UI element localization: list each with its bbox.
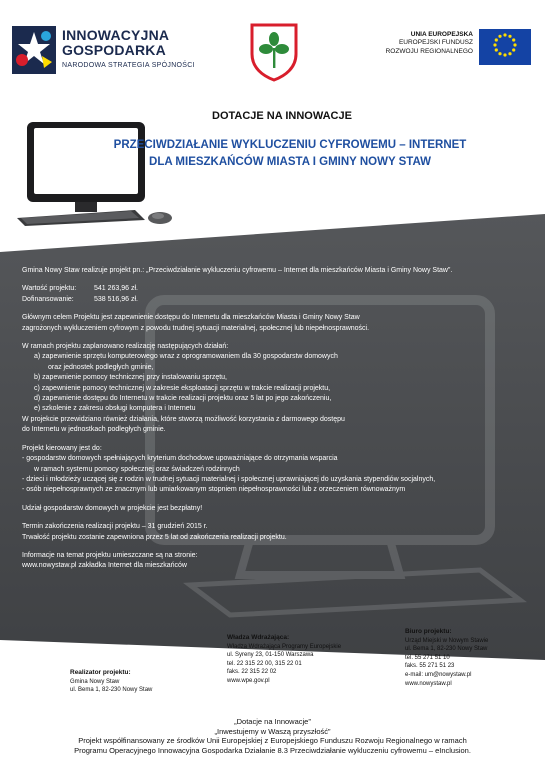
action-item: d) zapewnienie dostępu do Internetu w trakcie realizacji projektu oraz 5 lat po jego zakończeniu,	[34, 395, 332, 403]
info-text: Informacje na temat projektu umieszczane są na stronie:	[22, 551, 198, 559]
biuro-heading: Biuro projektu:	[405, 628, 452, 635]
main-title-line-1: PRZECIWDZIAŁANIE WYKLUCZENIU CYFROWEMU – INTERNET	[113, 139, 467, 151]
wladza-block	[227, 634, 341, 686]
star-logo-icon	[12, 26, 56, 74]
project-body	[22, 266, 452, 572]
actions-outro: W projekcie przewidziano również działania, które stworzą możliwość korzystania z darmowego dostępu	[22, 415, 345, 423]
website-link[interactable]: www.nowystaw.pl zakładka Internet dla mieszkańców	[22, 562, 187, 570]
action-item: a) zapewnienie sprzętu komputerowego wraz z oprogramowaniem dla 30 gospodarstw domowych	[34, 353, 338, 361]
biuro-line: tel. 55 271 51 10	[405, 654, 450, 661]
wladza-line: tel. 22 315 22 00, 315 22 01	[227, 660, 302, 667]
cofinancing-line: Programu Operacyjnego Innowacyjna Gospodarka Działanie 8.3 Przeciwdziałanie wykluczeniu cyfrowemu – eInclusion.	[74, 745, 471, 755]
small-heading: DOTACJE NA INNOWACJE	[212, 110, 352, 122]
action-item: oraz jednostek podległych gminie,	[48, 363, 154, 371]
logo-line-1: INNOWACYJNA	[62, 27, 170, 43]
wladza-heading: Władza Wdrażająca:	[227, 634, 290, 641]
wladza-line: faks. 22 315 22 02	[227, 669, 277, 676]
realizator-line: Gmina Nowy Staw	[70, 678, 120, 685]
intro-text: Gmina Nowy Staw realizuje projekt pn.: „Przeciwdziałanie wykluczeniu cyfrowemu – Internet dla mieszkańców Miasta i Gminy Nowy Staw”.	[22, 267, 453, 274]
slogan-line: „Inwestujemy w Waszą przyszłość”	[214, 726, 331, 736]
free-note: Udział gospodarstw domowych w projekcie jest bezpłatny!	[22, 504, 203, 512]
target-item: - dzieci i młodzieży uczącej się z rodzin w trudnej sytuacji materialnej i społecznej uprawniającej do uzyskania stypendiów socjalnych,	[22, 475, 436, 483]
biuro-line: Urząd Miejski w Nowym Stawie	[405, 637, 489, 644]
actions-intro: W ramach projektu zaplanowano realizację następujących działań:	[22, 343, 229, 351]
goal-text: zagrożonych wykluczeniem cyfrowym z powodu trudnej sytuacji materialnej, społecznej lub niepełnosprawności.	[22, 324, 370, 332]
realizator-block	[70, 669, 152, 695]
realizator-heading: Realizator projektu:	[70, 669, 131, 676]
eu-text-line-1: UNIA EUROPEJSKA	[410, 31, 473, 38]
logo-line-2: GOSPODARKA	[62, 42, 166, 58]
funding-label: Wartość projektu:	[22, 285, 77, 293]
eu-logo-block	[385, 29, 531, 75]
funding-value: 538 516,96 zł.	[94, 295, 138, 303]
biuro-block	[405, 628, 488, 688]
eu-text-line-2: EUROPEJSKI FUNDUSZ	[398, 39, 473, 47]
main-title-line-2: DLA MIESZKAŃCÓW MIASTA I GMINY NOWY STAW	[149, 156, 431, 168]
sustainability-text: Trwałość projektu zostanie zapewniona przez 5 lat od zakończenia realizacji projektu.	[22, 533, 287, 541]
biuro-line: faks. 55 271 51 23	[405, 663, 455, 670]
target-intro: Projekt kierowany jest do:	[22, 444, 102, 452]
biuro-website[interactable]: www.nowystaw.pl	[405, 680, 452, 687]
footer-slogans	[0, 717, 545, 755]
target-item: w ramach systemu pomocy społecznej oraz świadczeń rodzinnych	[34, 465, 240, 473]
wladza-line: ul. Syreny 23, 01-150 Warszawa	[227, 652, 314, 659]
target-item: - gospodarstw domowych spełniających kryterium dochodowe upoważniające do otrzymania wsparcia	[22, 455, 338, 463]
eu-text-line-3: ROZWOJU REGIONALNEGO	[385, 47, 473, 55]
main-title	[60, 137, 520, 171]
eu-flag-icon	[479, 29, 531, 65]
action-item: e) szkolenie z zakresu obsługi komputera i Internetu	[34, 405, 196, 413]
target-item: - osób niepełnosprawnych ze znacznym lub umiarkowanym stopniem niepełnosprawności lub z orzeczeniem równoważnym	[22, 486, 406, 494]
action-item: b) zapewnienie pomocy technicznej przy instalowaniu sprzętu,	[34, 374, 227, 382]
wladza-line: Władza Wdrażająca Programy Europejskie	[227, 643, 342, 650]
realizator-line: ul. Bema 1, 82-230 Nowy Staw	[70, 687, 153, 694]
biuro-email[interactable]: e-mail: um@nowystaw.pl	[405, 671, 472, 678]
actions-outro: do Internetu w jednostkach podległych gminie.	[22, 426, 166, 434]
biuro-line: ul. Bema 1, 82-230 Nowy Staw	[405, 646, 488, 653]
innowacyjna-gospodarka-logo	[12, 26, 212, 82]
goal-text: Głównym celem Projektu jest zapewnienie dostępu do Internetu dla mieszkańców Miasta i Gminy Nowy Staw	[22, 314, 360, 322]
action-item: c) zapewnienie pomocy technicznej w zakresie eksploatacji sprzętu w trakcie realizacji projektu,	[34, 384, 331, 392]
slogan-line: „Dotacje na Innowacje”	[234, 717, 311, 726]
funding-row	[22, 284, 452, 294]
nowy-staw-crest-icon	[249, 22, 299, 82]
logo-subtitle: NARODOWA STRATEGIA SPÓJNOŚCI	[62, 62, 195, 69]
cofinancing-line: Projekt współfinansowany ze środków Unii Europejskiej z Europejskiego Funduszu Rozwoju Regionalnego w ramach	[78, 736, 467, 746]
funding-row	[22, 295, 452, 305]
funding-label: Dofinansowanie:	[22, 295, 74, 303]
deadline-text: Termin zakończenia realizacji projektu – 31 grudzień 2015 r.	[22, 523, 208, 531]
funding-value: 541 263,96 zł.	[94, 285, 138, 293]
wladza-website[interactable]: www.wpe.gov.pl	[227, 677, 270, 684]
